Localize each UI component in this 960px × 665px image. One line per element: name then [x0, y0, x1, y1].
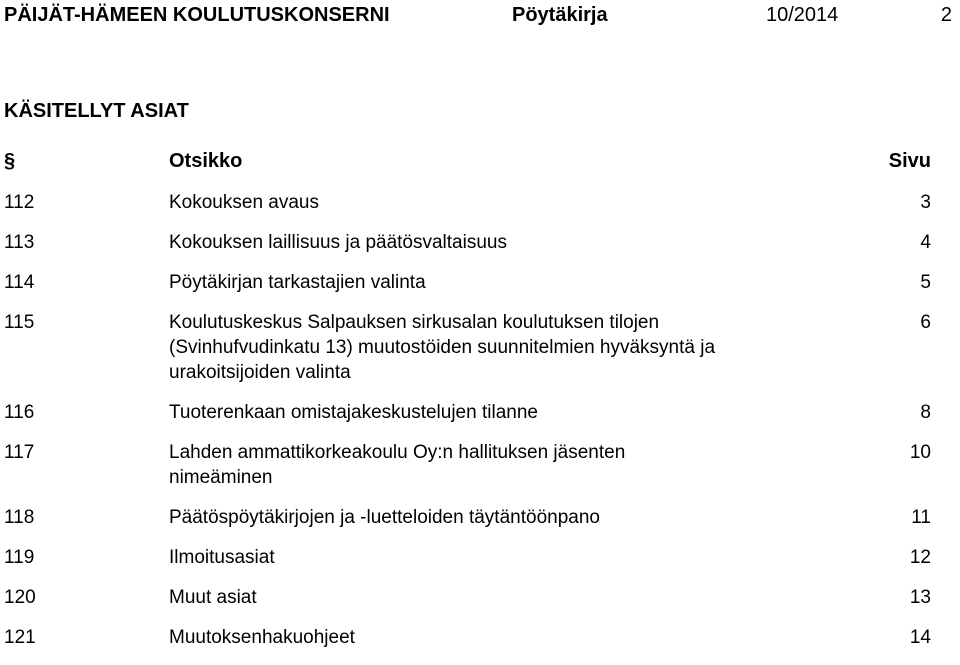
- item-number: 114: [4, 272, 35, 293]
- item-title: Koulutuskeskus Salpauksen sirkusalan koulutuksen tilojen (Svinhufvudinkatu 13) muutostöiden suunnitelmien hyväksyntä ja urakoitsijoiden valinta: [169, 312, 716, 383]
- table-header: [0, 150, 960, 176]
- page-column-header: Sivu: [888, 150, 931, 172]
- agenda-item: [0, 505, 960, 530]
- item-page: 5: [920, 272, 931, 293]
- page-number: 2: [940, 4, 952, 26]
- item-page: 6: [920, 312, 931, 333]
- item-title: Ilmoitusasiat: [169, 547, 275, 568]
- item-number: 120: [4, 587, 36, 608]
- agenda-item: [0, 545, 960, 570]
- section-title: KÄSITELLYT ASIAT: [4, 100, 189, 122]
- item-number: 115: [4, 312, 35, 333]
- document-header: [4, 4, 952, 30]
- title-column-header: Otsikko: [169, 150, 243, 172]
- item-number: 117: [4, 442, 35, 463]
- item-title: Päätöspöytäkirjojen ja -luetteloiden täytäntöönpano: [169, 507, 600, 528]
- item-title: Pöytäkirjan tarkastajien valinta: [169, 272, 426, 293]
- item-title: Tuoterenkaan omistajakeskustelujen tilanne: [169, 402, 538, 423]
- document-type: Pöytäkirja: [512, 4, 608, 26]
- agenda-item: [0, 585, 960, 610]
- item-page: 10: [909, 442, 931, 463]
- item-number: 119: [4, 547, 35, 568]
- item-title: Muutoksenhakuohjeet: [169, 627, 355, 648]
- item-title: Kokouksen avaus: [169, 192, 319, 213]
- item-number: 112: [4, 192, 35, 213]
- item-title: Kokouksen laillisuus ja päätösvaltaisuus: [169, 232, 507, 253]
- item-number: 118: [4, 507, 35, 528]
- item-page: 14: [909, 627, 931, 648]
- document-number: 10/2014: [766, 4, 839, 26]
- item-number: 121: [4, 627, 36, 648]
- item-page: 13: [909, 587, 931, 608]
- item-page: 3: [920, 192, 931, 213]
- agenda-item: [0, 310, 960, 385]
- agenda-item: [0, 270, 960, 295]
- item-page: 12: [909, 547, 931, 568]
- agenda-item: [0, 440, 960, 490]
- section-column-header: §: [4, 150, 16, 172]
- agenda-item: [0, 230, 960, 255]
- item-number: 116: [4, 402, 35, 423]
- item-title: Lahden ammattikorkeakoulu Oy:n hallituksen jäsenten nimeäminen: [169, 442, 626, 488]
- agenda-item: [0, 190, 960, 215]
- agenda-list: [0, 190, 960, 665]
- item-page: 8: [920, 402, 931, 423]
- item-page: 11: [911, 507, 931, 528]
- organization-name: PÄIJÄT-HÄMEEN KOULUTUSKONSERNI: [4, 4, 390, 26]
- item-page: 4: [920, 232, 931, 253]
- item-title: Muut asiat: [169, 587, 257, 608]
- agenda-item: [0, 400, 960, 425]
- item-number: 113: [4, 232, 35, 253]
- agenda-item: [0, 625, 960, 650]
